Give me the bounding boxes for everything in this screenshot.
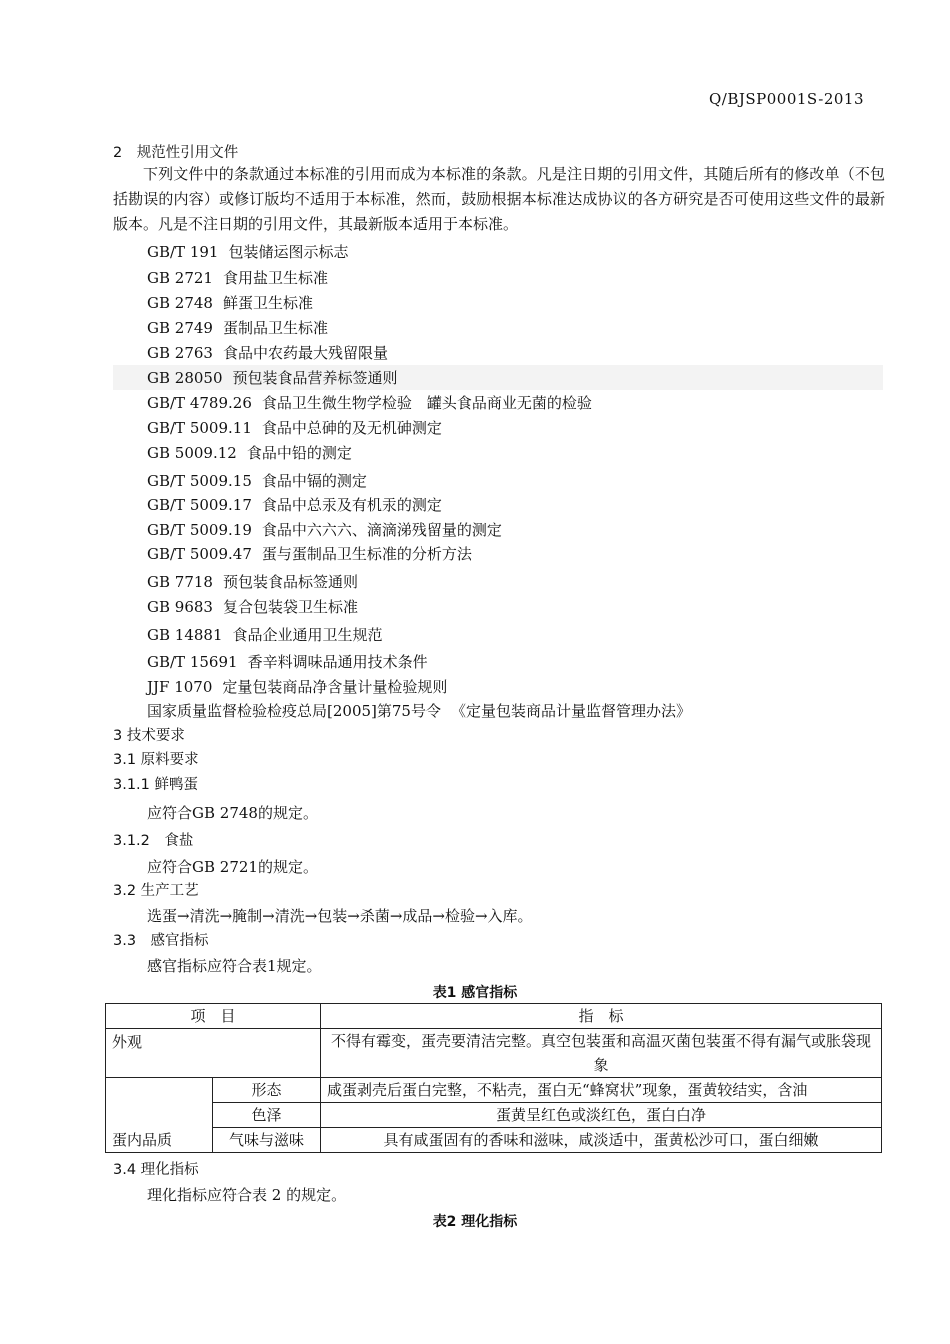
reference-title: 食品中六六六、滴滴涕残留量的测定 bbox=[261, 521, 502, 539]
sub-item: 形态 bbox=[213, 1078, 321, 1103]
reference-item bbox=[147, 471, 367, 491]
reference-code: GB 2763 bbox=[147, 344, 213, 362]
reference-item bbox=[147, 242, 348, 262]
reference-item bbox=[147, 418, 442, 438]
table-row bbox=[106, 1029, 882, 1078]
reference-item bbox=[147, 495, 442, 515]
reference-title: 食品卫生微生物学检验 罐头食品商业无菌的检验 bbox=[261, 394, 592, 412]
reference-title: 蛋制品卫生标准 bbox=[222, 319, 328, 337]
reference-item bbox=[147, 443, 352, 463]
reference-title: 食品中总砷的及无机砷测定 bbox=[261, 419, 442, 437]
reference-title: 香辛料调味品通用技术条件 bbox=[247, 653, 428, 671]
reference-title: 《定量包装商品计量监督管理办法》 bbox=[450, 702, 691, 720]
sub-item: 气味与滋味 bbox=[213, 1128, 321, 1153]
reference-code: GB 28050 bbox=[147, 369, 223, 387]
reference-title: 预包装食品营养标签通则 bbox=[232, 369, 398, 387]
section-3-4-text: 理化指标应符合表 2 的规定。 bbox=[147, 1186, 347, 1204]
reference-code: GB/T 4789.26 bbox=[147, 394, 252, 412]
reference-item bbox=[147, 343, 388, 363]
sub-item: 色泽 bbox=[213, 1103, 321, 1128]
header-index: 指 标 bbox=[321, 1004, 882, 1029]
section-2-intro: 下列文件中的条款通过本标准的引用而成为本标准的条款。凡是注日期的引用文件，其随后所有的修改单（不包括勘误的内容）或修订版均不适用于本标准，然而，鼓励根据本标准达成协议的各方研究是否可使用这些文件的最新版本。凡是不注日期的引用文件，其最新版本适用于本标准。 bbox=[113, 165, 885, 233]
section-3-1-2-heading: 3.1.2 食盐 bbox=[113, 833, 194, 849]
document-code: Q/BJSP0001S-2013 bbox=[709, 90, 864, 108]
reference-code: GB 9683 bbox=[147, 598, 213, 616]
reference-item bbox=[147, 293, 313, 313]
reference-item bbox=[147, 572, 358, 592]
table-1-caption: 表1 感官指标 bbox=[432, 985, 518, 1001]
section-3-2-heading: 3.2 生产工艺 bbox=[113, 883, 199, 899]
reference-code: GB/T 5009.15 bbox=[147, 472, 252, 490]
appearance-value: 不得有霉变，蛋壳要清洁完整。真空包装蛋和高温灭菌包装蛋不得有漏气或胀袋现象 bbox=[321, 1029, 882, 1078]
reference-code: GB/T 5009.19 bbox=[147, 521, 252, 539]
section-3-2-text: 选蛋→清洗→腌制→清洗→包装→杀菌→成品→检验→入库。 bbox=[147, 907, 533, 925]
reference-code: GB 2721 bbox=[147, 269, 213, 287]
reference-code: GB 2749 bbox=[147, 319, 213, 337]
reference-item bbox=[147, 393, 592, 413]
reference-code: GB/T 5009.17 bbox=[147, 496, 252, 514]
reference-code: JJF 1070 bbox=[147, 678, 213, 696]
table-header-row bbox=[106, 1004, 882, 1029]
reference-code: 国家质量监督检验检疫总局[2005]第75号令 bbox=[147, 702, 441, 720]
reference-title: 食品企业通用卫生规范 bbox=[232, 626, 383, 644]
section-3-4-heading: 3.4 理化指标 bbox=[113, 1162, 199, 1178]
table-row bbox=[106, 1103, 882, 1128]
reference-code: GB/T 15691 bbox=[147, 653, 238, 671]
reference-item bbox=[147, 652, 428, 672]
reference-code: GB 14881 bbox=[147, 626, 223, 644]
reference-code: GB/T 5009.47 bbox=[147, 545, 252, 563]
reference-title: 食品中总汞及有机汞的测定 bbox=[261, 496, 442, 514]
section-3-3-text: 感官指标应符合表1规定。 bbox=[147, 957, 322, 975]
reference-title: 包装储运图示标志 bbox=[228, 243, 349, 261]
reference-title: 鲜蛋卫生标准 bbox=[222, 294, 313, 312]
sub-value: 具有咸蛋固有的香味和滋味，咸淡适中，蛋黄松沙可口，蛋白细嫩 bbox=[321, 1128, 882, 1153]
sensory-table bbox=[105, 1003, 882, 1153]
section-3-1-heading: 3.1 原料要求 bbox=[113, 752, 199, 768]
reference-item bbox=[147, 520, 502, 540]
section-2-heading: 2 规范性引用文件 bbox=[113, 145, 239, 161]
header-item: 项 目 bbox=[106, 1004, 321, 1029]
reference-title: 蛋与蛋制品卫生标准的分析方法 bbox=[261, 545, 472, 563]
reference-item bbox=[147, 597, 358, 617]
inner-quality-label: 蛋内品质 bbox=[106, 1078, 213, 1153]
reference-title: 预包装食品标签通则 bbox=[222, 573, 358, 591]
table-row bbox=[106, 1128, 882, 1153]
reference-title: 食用盐卫生标准 bbox=[222, 269, 328, 287]
section-3-1-1-text: 应符合GB 2748的规定。 bbox=[147, 804, 318, 822]
section-3-heading: 3 技术要求 bbox=[113, 728, 185, 744]
reference-code: GB 2748 bbox=[147, 294, 213, 312]
section-3-3-heading: 3.3 感官指标 bbox=[113, 933, 209, 949]
reference-title: 定量包装商品净含量计量检验规则 bbox=[222, 678, 448, 696]
reference-item bbox=[147, 318, 328, 338]
reference-code: GB 5009.12 bbox=[147, 444, 237, 462]
reference-code: GB 7718 bbox=[147, 573, 213, 591]
reference-item bbox=[147, 677, 447, 697]
reference-item bbox=[147, 368, 398, 388]
reference-title: 食品中镉的测定 bbox=[261, 472, 367, 490]
section-3-1-2-text: 应符合GB 2721的规定。 bbox=[147, 858, 318, 876]
section-3-1-1-heading: 3.1.1 鲜鸭蛋 bbox=[113, 777, 199, 793]
sub-value: 蛋黄呈红色或淡红色，蛋白白净 bbox=[321, 1103, 882, 1128]
reference-item bbox=[147, 625, 383, 645]
reference-code: GB/T 191 bbox=[147, 243, 219, 261]
reference-item bbox=[147, 544, 472, 564]
appearance-label: 外观 bbox=[106, 1029, 321, 1078]
table-2-caption: 表2 理化指标 bbox=[432, 1214, 518, 1230]
reference-title: 食品中农药最大残留限量 bbox=[222, 344, 388, 362]
reference-title: 复合包装袋卫生标准 bbox=[222, 598, 358, 616]
sub-value: 咸蛋剥壳后蛋白完整，不粘壳，蛋白无“蜂窝状”现象，蛋黄较结实，含油 bbox=[321, 1078, 882, 1103]
table-row bbox=[106, 1078, 882, 1103]
reference-item bbox=[147, 268, 328, 288]
reference-title: 食品中铅的测定 bbox=[246, 444, 352, 462]
reference-code: GB/T 5009.11 bbox=[147, 419, 252, 437]
reference-item bbox=[147, 701, 691, 721]
